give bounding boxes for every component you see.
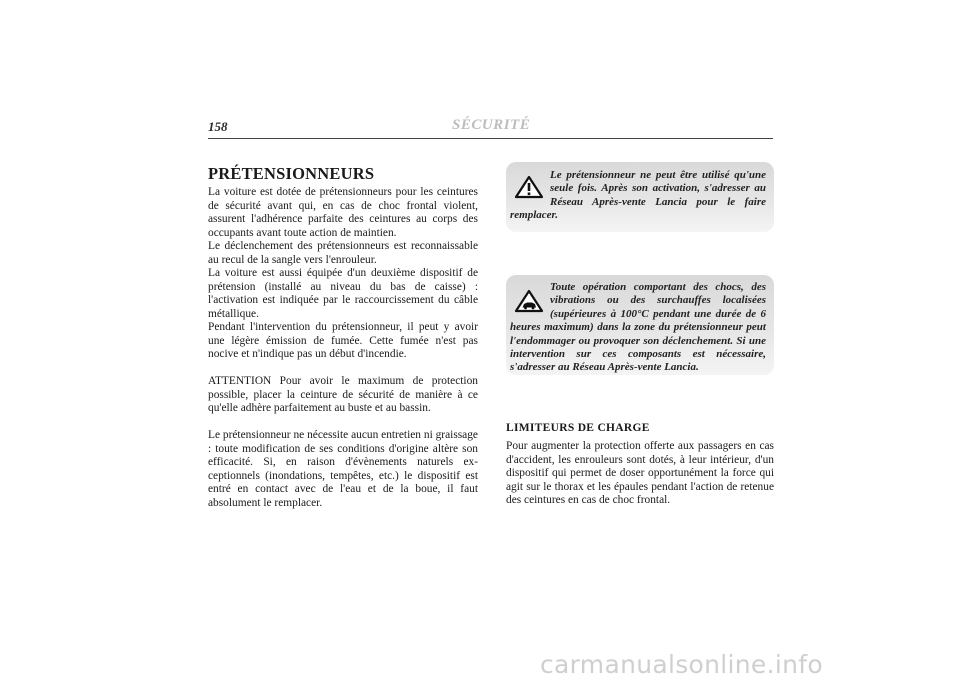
paragraph: Pour augmenter la protection offerte aux passagers en cas d'accident, les enrouleurs sont dotés, à leur intérieur, d'un dispositif qui permet de doser opportunément la force qui agit sur le thorax et les épaules pendant l'action de retenue des ceintures en cas de choc frontal.: [506, 440, 774, 506]
paragraph: Le prétensionneur ne nécessite aucun entretien ni graissage : toute modification de ses conditions d'origine altère son efficacité. Si, en raison d'évènements naturels ex-ceptionnels (inondations, tempêtes, etc.) le dispositif est entré en contact avec de l'eau et de la boue, il faut absolument le remplacer.: [208, 429, 478, 509]
subsection-heading: LIMITEURS DE CHARGE: [506, 422, 650, 434]
warning-text: Le prétensionneur ne peut être utilisé qu'une seule fois. Après son activation, s'adresser au Réseau Après-vente Lancia pour le faire remplacer.: [510, 169, 766, 222]
paragraph: La voiture est aussi équipée d'un deuxième dispositif de prétension (installé au niveau du bas de caisse) : l'activation est indiquée par le raccourcissement du câble métallique.: [208, 267, 478, 320]
section-heading: PRÉTENSIONNEURS: [208, 164, 375, 183]
paragraph: Le déclenchement des prétensionneurs est reconnaissable au recul de la sangle vers l'enrouleur.: [208, 240, 478, 266]
left-column: [208, 186, 478, 510]
header-divider: [208, 138, 773, 139]
section-title: SÉCURITÉ: [452, 117, 531, 133]
page-number: 158: [208, 119, 228, 134]
paragraph: ATTENTION Pour avoir le maximum de protection possible, placer la ceinture de sécurité de manière à ce qu'elle adhère parfaitement au buste et au bassin.: [208, 375, 478, 414]
warning-car-icon: [514, 289, 544, 313]
watermark: carmanualsonline.info: [540, 650, 823, 679]
warning-text: Toute opération comportant des chocs, des vibrations ou des surchauffes localisées (supérieures à 100°C pendant une durée de 6 heures maximum) dans la zone du prétensionneur peut l'endommager ou provoquer son déclenchement. Si une intervention sur ces composants est nécessaire, s'adresser au Réseau Après-vente Lancia.: [510, 281, 766, 374]
paragraph: La voiture est dotée de prétensionneurs pour les ceintures de sécurité avant qui, en cas de choc frontal violent, assurent l'adhérence parfaite des ceintures au corps des occupants avant toute action de maintien.: [208, 186, 478, 239]
paragraph: Pendant l'intervention du prétensionneur, il peut y avoir une légère émission de fumée. Cette fumée n'est pas nocive et n'indique pas un début d'incendie.: [208, 321, 478, 360]
warning-triangle-icon: [514, 175, 544, 199]
right-column: [506, 440, 774, 508]
warning-box: [506, 275, 774, 375]
warning-box: [506, 162, 774, 232]
